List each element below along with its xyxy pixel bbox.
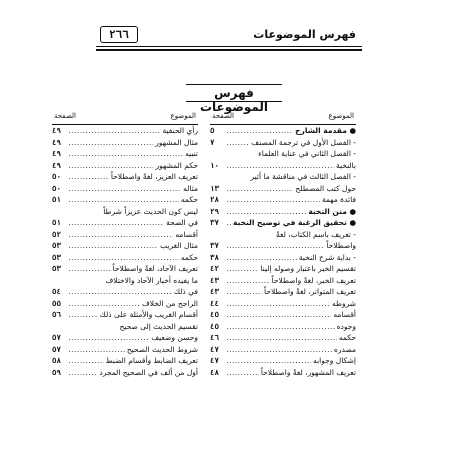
index-entry xyxy=(210,229,356,241)
entry-title: تعريف الخبر، لغةً واصطلاحاً xyxy=(271,275,356,285)
index-column-right xyxy=(210,110,356,378)
entry-page: ٥٣ xyxy=(52,241,62,250)
entry-title: في ذلك xyxy=(173,287,198,296)
entry-page: ١٣ xyxy=(210,183,220,193)
index-entry xyxy=(210,355,356,367)
index-entry xyxy=(52,321,198,333)
entry-page: ٤٧ xyxy=(210,356,220,365)
entry-page: ٤٣ xyxy=(210,287,220,296)
entry-title: تعريف العزيز، لغةً واصطلاحاً xyxy=(110,172,198,181)
entry-title: أقسامه xyxy=(175,229,198,239)
index-entry xyxy=(52,367,198,379)
entry-page: ٥٢ xyxy=(52,229,62,239)
column-heading xyxy=(210,110,356,125)
entry-page: ٤٨ xyxy=(210,367,220,377)
entry-title: أقسامه xyxy=(333,310,356,319)
entry-page: ٥٧ xyxy=(52,344,62,354)
running-header xyxy=(96,24,362,50)
entry-title: - الفصل الثالث في مناقشة ما أثير xyxy=(250,172,356,181)
index-entry xyxy=(52,125,198,137)
index-entry xyxy=(210,321,356,333)
index-entry xyxy=(52,148,198,160)
index-column-left xyxy=(52,110,198,378)
index-entry xyxy=(210,194,356,206)
header-rule-thick xyxy=(96,49,362,51)
header-rule xyxy=(96,46,362,47)
entry-page: ٥٨ xyxy=(52,356,62,365)
index-entry xyxy=(52,183,198,195)
column-heading-page: الصفحة xyxy=(54,112,76,120)
column-heading-topic: الموضوع xyxy=(328,112,354,120)
entry-page: ٥٠ xyxy=(52,172,62,181)
entry-page: ٤٩ xyxy=(52,126,62,135)
index-entry xyxy=(210,171,356,183)
index-entry xyxy=(52,309,198,321)
entry-title: - الفصل الأول في ترجمة المصنف . xyxy=(246,137,356,147)
index-entry xyxy=(210,206,356,218)
entry-page: ٤٩ xyxy=(52,137,62,147)
entry-page: ٥ xyxy=(210,126,215,135)
index-entry xyxy=(52,252,198,264)
entry-title: مثال المشهور xyxy=(155,137,198,147)
entry-title: تعريف المشهور، لغةً واصطلاحاً xyxy=(260,367,356,377)
index-entry xyxy=(52,240,198,252)
entry-title: مثاله xyxy=(183,183,198,193)
column-heading xyxy=(52,110,198,125)
entry-page: ٥٠ xyxy=(52,183,62,193)
index-entry xyxy=(210,367,356,379)
entry-title: ليس كون الحديث عزيزاً شرطاً xyxy=(103,206,198,216)
index-entry xyxy=(210,344,356,356)
entry-page: ٤٩ xyxy=(52,149,62,158)
index-entry xyxy=(52,298,198,310)
entry-page: ٤٧ xyxy=(210,344,220,354)
entry-title: شروطه xyxy=(331,298,356,308)
entry-title: تعريف الآحاد، لغةً واصطلاحاً xyxy=(112,264,198,273)
entry-page: ٤٥ xyxy=(210,321,220,331)
entry-title: ما يفيده أخبار الآحاد والاختلاف xyxy=(105,275,198,285)
entry-page: ٥٥ xyxy=(52,298,62,308)
entry-title: رأي الحنفية xyxy=(162,126,198,135)
entry-title: ● مقدمة الشارح xyxy=(295,126,356,135)
index-entry xyxy=(52,344,198,356)
entry-title: أقسام الغريب والأمثلة على ذلك . xyxy=(94,310,198,319)
entry-page: ٤٩ xyxy=(52,160,62,170)
entry-page: ٥٤ xyxy=(52,287,62,296)
entry-page: ٥٩ xyxy=(52,367,62,377)
entry-title: إشكال وجوابه xyxy=(313,356,356,365)
index-entry xyxy=(52,286,198,298)
index-entry xyxy=(210,160,356,172)
page-number-box: ٢٦٦ xyxy=(100,26,138,43)
index-title: فهرس الموضوعات xyxy=(199,86,269,114)
entry-title: فائدة مهمة xyxy=(321,195,356,204)
entry-page: ٣٧ xyxy=(210,218,220,227)
entry-list xyxy=(52,125,198,378)
index-entry xyxy=(210,183,356,195)
index-entry xyxy=(52,355,198,367)
index-entry xyxy=(210,125,356,137)
entry-title: تقسيم الحديث إلى صحيح xyxy=(119,321,198,331)
entry-title: تنبيه xyxy=(185,149,198,158)
index-entry xyxy=(52,263,198,275)
entry-title: حكمه xyxy=(180,195,198,204)
entry-title: - تعريف باسم الكتاب، لغةً xyxy=(275,229,356,239)
entry-title: واصطلاحاً xyxy=(326,241,356,250)
entry-title: - بداية شرح النخبة xyxy=(298,252,356,262)
index-entry xyxy=(52,332,198,344)
entry-title: حكم المشهور xyxy=(155,160,198,170)
entry-title: شروط الحديث الصحيح xyxy=(126,344,198,354)
index-entry xyxy=(52,217,198,229)
entry-page: ٥٣ xyxy=(52,264,62,273)
index-entry xyxy=(52,171,198,183)
index-entry xyxy=(52,194,198,206)
index-entry xyxy=(52,229,198,241)
entry-title: ● متن النخبة xyxy=(308,206,356,216)
entry-title: تعريف المتواتر، لغةً واصطلاحاً xyxy=(264,287,356,296)
entry-title: حكمه xyxy=(180,252,198,262)
entry-list xyxy=(210,125,356,378)
entry-title: تقسيم الخبر باعتبار وصوله إلينا xyxy=(260,264,356,273)
entry-title: مثال الغريب xyxy=(160,241,198,250)
index-entry xyxy=(210,148,356,160)
column-heading-topic: الموضوع xyxy=(170,112,196,120)
entry-page: ٥٣ xyxy=(52,252,62,262)
index-entry xyxy=(52,160,198,172)
index-entry xyxy=(210,309,356,321)
index-entry xyxy=(210,217,356,229)
entry-page: ٥١ xyxy=(52,218,62,227)
entry-page: ٢٨ xyxy=(210,195,220,204)
entry-page: ٤٤ xyxy=(210,298,220,308)
index-entry xyxy=(210,263,356,275)
entry-page: ٤٢ xyxy=(210,264,220,273)
entry-title: ● تحقيق الرغبة في توضيح النخبة xyxy=(232,218,356,227)
index-entry xyxy=(210,137,356,149)
entry-title: في الصحة xyxy=(166,218,198,227)
entry-title: حول كتب المصطلح xyxy=(295,183,356,193)
entry-title: مصدره xyxy=(333,344,356,354)
running-header-title: فهرس الموضوعات xyxy=(253,28,356,41)
index-entry xyxy=(210,240,356,252)
entry-page: ٣٨ xyxy=(210,252,220,262)
index-entry xyxy=(210,298,356,310)
entry-page: ٤٣ xyxy=(210,275,220,285)
entry-page: ١٠ xyxy=(210,160,220,170)
entry-page: ٥٦ xyxy=(52,310,62,319)
entry-title: وحسن وضعيف xyxy=(151,333,198,342)
entry-page: ٥٧ xyxy=(52,333,62,342)
entry-title: أول من ألف في الصحيح المجرد xyxy=(99,367,198,377)
entry-page: ٢٩ xyxy=(210,206,220,216)
entry-page: ٥١ xyxy=(52,195,62,204)
entry-page: ٤٥ xyxy=(210,310,220,319)
entry-page: ٤٦ xyxy=(210,333,220,342)
entry-title: - الفصل الثاني في عناية العلماء xyxy=(258,149,356,158)
index-entry xyxy=(210,332,356,344)
index-entry xyxy=(210,275,356,287)
title-rule-top xyxy=(186,84,282,85)
entry-page: ٣٧ xyxy=(210,241,220,250)
index-entry xyxy=(52,275,198,287)
column-heading-page: الصفحة xyxy=(212,112,234,120)
entry-title: حكمه xyxy=(338,333,356,342)
entry-page: ٧ xyxy=(210,137,215,147)
entry-title: وجوده xyxy=(336,321,356,331)
index-entry xyxy=(52,137,198,149)
entry-title: بالنخبة xyxy=(335,160,356,170)
index-entry xyxy=(52,206,198,218)
index-entry xyxy=(210,252,356,264)
title-rule-bottom xyxy=(186,101,282,102)
entry-title: الراجح من الخلاف xyxy=(141,298,198,308)
index-entry xyxy=(210,286,356,298)
entry-title: تعريف الضابط وأقسام الضبط xyxy=(105,356,198,365)
